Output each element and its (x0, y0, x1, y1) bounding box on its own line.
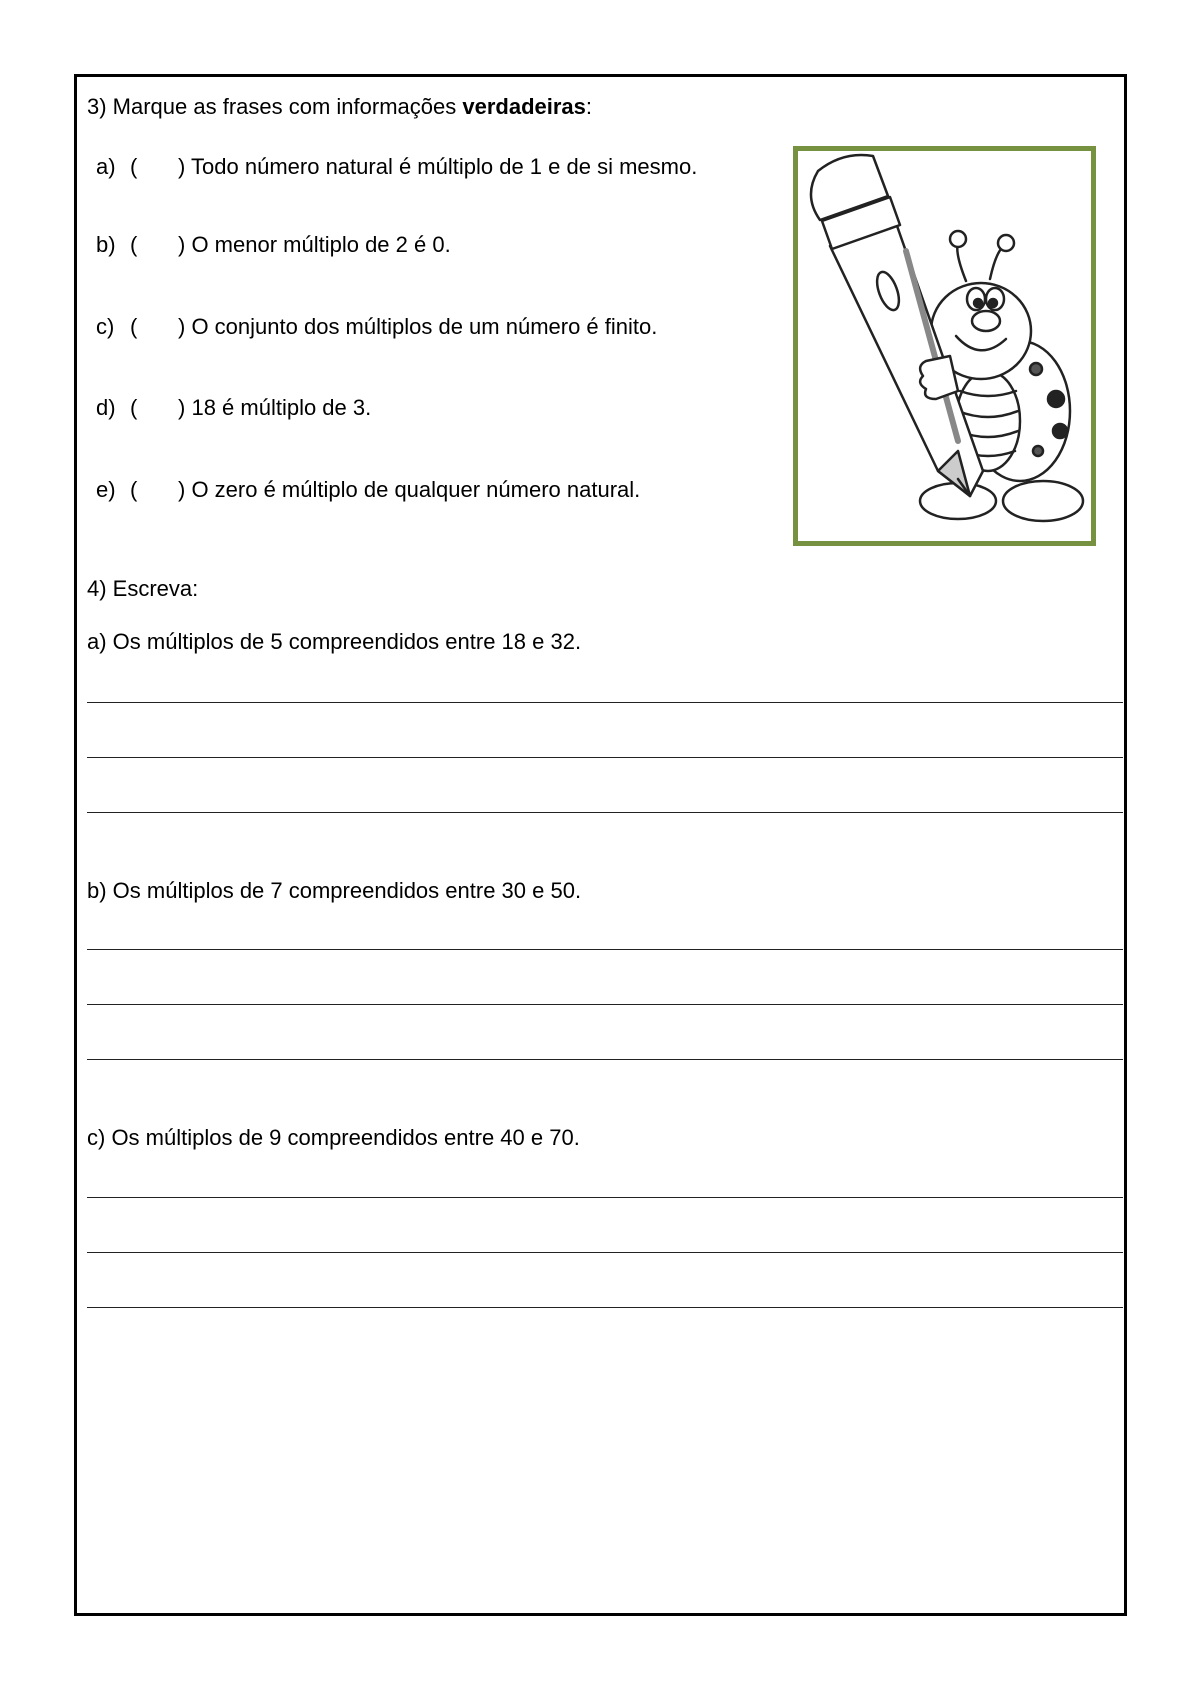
statement-text: O conjunto dos múltiplos de um número é finito. (191, 314, 658, 339)
answer-line[interactable] (87, 1004, 1123, 1005)
paren-open: ( (130, 395, 138, 420)
question-4a-prompt: a) Os múltiplos de 5 compreendidos entre 18 e 32. (87, 629, 582, 654)
answer-line[interactable] (87, 812, 1123, 813)
paren-open: ( (130, 477, 138, 502)
paren-close: ) (178, 154, 186, 179)
statement-d (96, 395, 371, 421)
illustration-frame (793, 146, 1096, 546)
paren-close: ) (178, 314, 186, 339)
answer-box[interactable] (130, 232, 178, 258)
question-4-title: 4) Escreva: (87, 576, 199, 601)
statement-letter: e) (96, 477, 116, 502)
question-3-title (87, 94, 592, 120)
worksheet-frame (74, 74, 1127, 1616)
statement-b (96, 232, 451, 258)
statement-a (96, 154, 697, 180)
statement-letter: b) (96, 232, 116, 257)
paren-open: ( (130, 232, 138, 257)
answer-box[interactable] (130, 477, 178, 503)
answer-line[interactable] (87, 1307, 1123, 1308)
statement-text: 18 é múltiplo de 3. (191, 395, 372, 420)
answer-box[interactable] (130, 154, 178, 180)
statement-c (96, 314, 657, 340)
ladybug-holding-pencil-icon (798, 151, 1091, 541)
paren-open: ( (130, 154, 138, 179)
statement-text: O menor múltiplo de 2 é 0. (191, 232, 451, 257)
question-3-prefix: 3) Marque as frases com informações (87, 94, 463, 119)
answer-box[interactable] (130, 314, 178, 340)
answer-line[interactable] (87, 1197, 1123, 1198)
statement-letter: d) (96, 395, 116, 420)
question-4c-prompt: c) Os múltiplos de 9 compreendidos entre 40 e 70. (87, 1125, 580, 1150)
question-4b-prompt: b) Os múltiplos de 7 compreendidos entre 30 e 50. (87, 878, 582, 903)
statement-text: Todo número natural é múltiplo de 1 e de si mesmo. (191, 154, 698, 179)
statement-letter: a) (96, 154, 116, 179)
question-3-suffix: : (585, 94, 593, 119)
statement-e (96, 477, 640, 503)
paren-close: ) (178, 232, 186, 257)
paren-close: ) (178, 477, 186, 502)
paren-close: ) (178, 395, 186, 420)
answer-line[interactable] (87, 1252, 1123, 1253)
statement-text: O zero é múltiplo de qualquer número natural. (191, 477, 641, 502)
answer-line[interactable] (87, 1059, 1123, 1060)
statement-letter: c) (96, 314, 115, 339)
answer-box[interactable] (130, 395, 178, 421)
answer-line[interactable] (87, 949, 1123, 950)
question-3-bold-word: verdadeiras (462, 94, 586, 119)
answer-line[interactable] (87, 702, 1123, 703)
paren-open: ( (130, 314, 138, 339)
answer-line[interactable] (87, 757, 1123, 758)
